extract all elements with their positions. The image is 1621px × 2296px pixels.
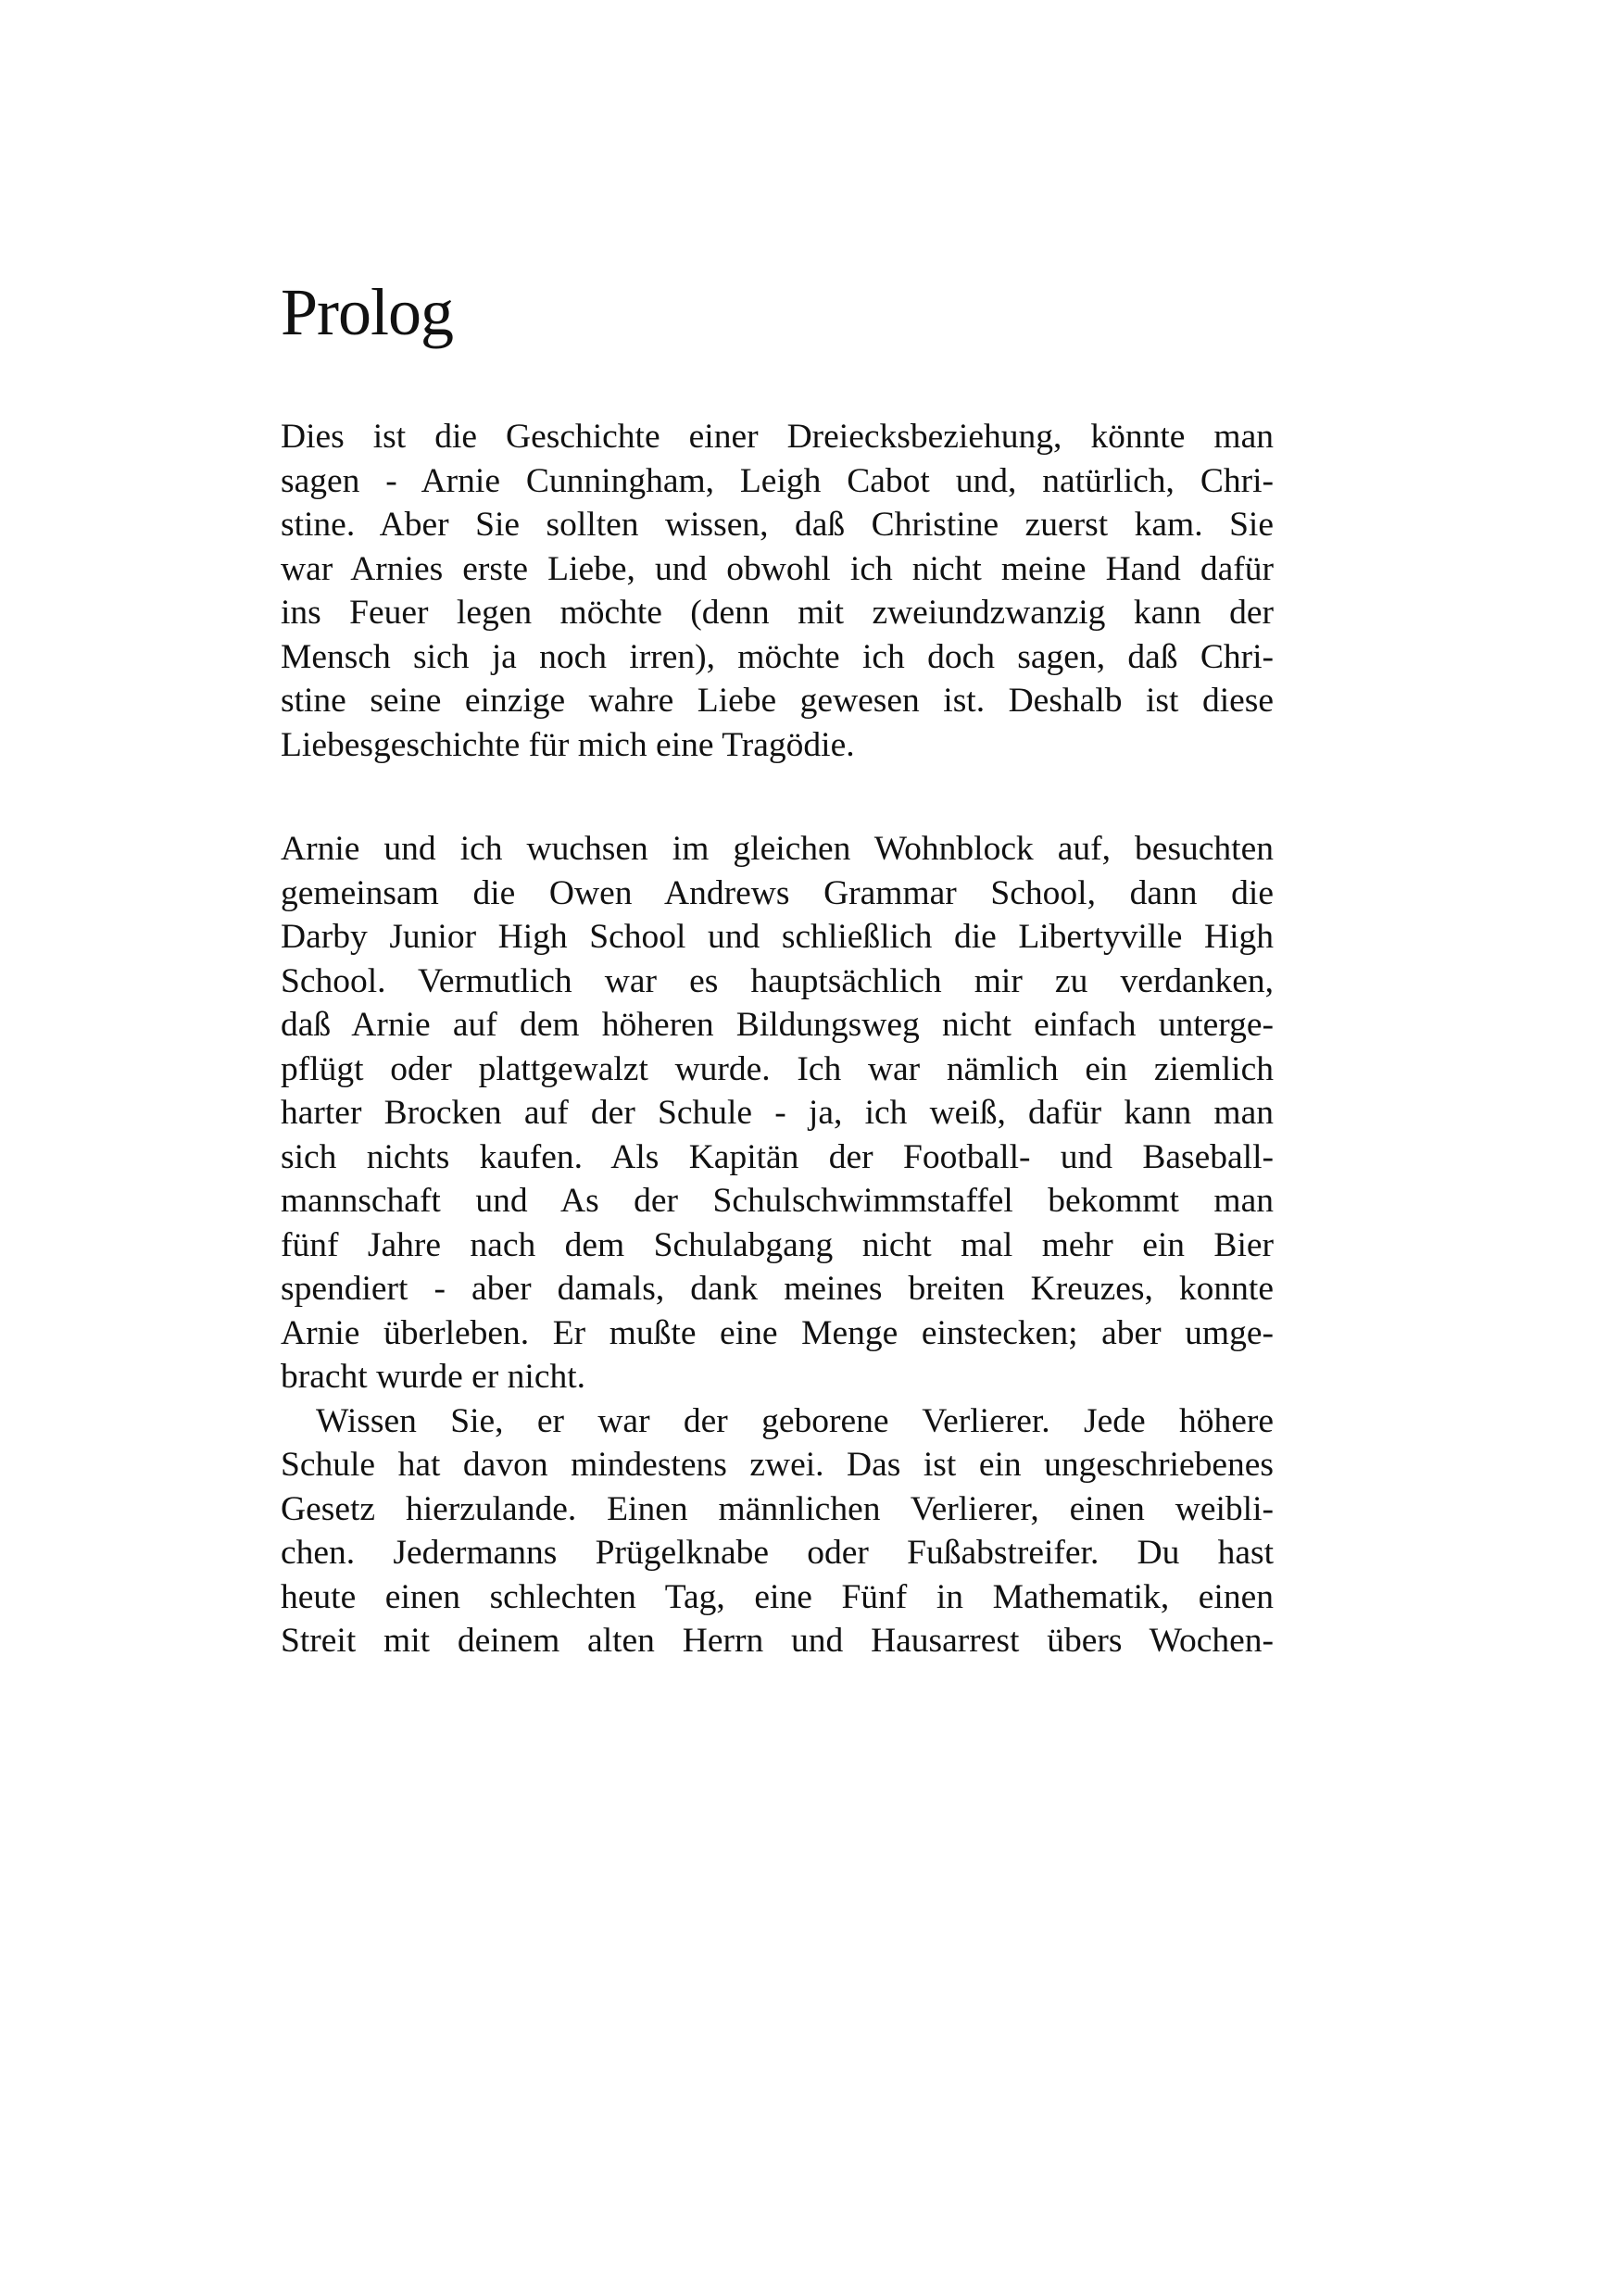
paragraph-line: heute einen schlechten Tag, eine Fünf in Mathematik, einen xyxy=(281,1577,1274,1616)
paragraph-line: fünf Jahre nach dem Schulabgang nicht mal mehr ein Bier xyxy=(281,1225,1274,1264)
chapter-title: Prolog xyxy=(281,275,454,349)
paragraph-line: gemeinsam die Owen Andrews Grammar School, dann die xyxy=(281,873,1274,912)
paragraph-line: Liebesgeschichte für mich eine Tragödie. xyxy=(281,725,855,764)
paragraph-line: stine. Aber Sie sollten wissen, daß Christine zuerst kam. Sie xyxy=(281,506,1274,544)
paragraph-line: Streit mit deinem alten Herrn und Hausarrest übers Wochen- xyxy=(281,1622,1274,1660)
paragraph-line: mannschaft und As der Schulschwimmstaffel bekommt man xyxy=(281,1182,1274,1220)
paragraph-line: Wissen Sie, er war der geborene Verlierer. Jede höhere xyxy=(316,1401,1274,1440)
paragraph-line: war Arnies erste Liebe, und obwohl ich nicht meine Hand dafür xyxy=(281,549,1274,588)
paragraph-line: School. Vermutlich war es hauptsächlich mir zu verdanken, xyxy=(281,961,1274,1000)
paragraph-line: stine seine einzige wahre Liebe gewesen ist. Deshalb ist diese xyxy=(281,682,1274,720)
paragraph-line: sagen - Arnie Cunningham, Leigh Cabot und, natürlich, Chri- xyxy=(281,461,1274,500)
paragraph-line: Schule hat davon mindestens zwei. Das ist ein ungeschriebenes xyxy=(281,1446,1274,1484)
paragraph-line: harter Brocken auf der Schule - ja, ich weiß, dafür kann man xyxy=(281,1094,1274,1132)
paragraph-line: Arnie überleben. Er mußte eine Menge einstecken; aber umge- xyxy=(281,1313,1274,1352)
paragraph-line: Arnie und ich wuchsen im gleichen Wohnblock auf, besuchten xyxy=(281,830,1274,868)
paragraph-line: spendiert - aber damals, dank meines breiten Kreuzes, konnte xyxy=(281,1270,1274,1308)
paragraph-line: bracht wurde er nicht. xyxy=(281,1358,586,1396)
paragraph-line: chen. Jedermanns Prügelknabe oder Fußabstreifer. Du hast xyxy=(281,1534,1274,1572)
paragraph-line: Gesetz hierzulande. Einen männlichen Verlierer, einen weibli- xyxy=(281,1489,1274,1528)
paragraph-line: pflügt oder plattgewalzt wurde. Ich war nämlich ein ziemlich xyxy=(281,1049,1274,1088)
paragraph-2 xyxy=(281,827,1274,1663)
paragraph-1 xyxy=(281,415,1274,767)
paragraph-line: Dies ist die Geschichte einer Dreiecksbeziehung, könnte man xyxy=(281,418,1274,456)
paragraph-line: Darby Junior High School und schließlich die Libertyville High xyxy=(281,918,1274,956)
paragraph-line: Mensch sich ja noch irren), möchte ich doch sagen, daß Chri- xyxy=(281,637,1274,676)
paragraph-line: daß Arnie auf dem höheren Bildungsweg nicht einfach unterge- xyxy=(281,1006,1274,1044)
paragraph-line: sich nichts kaufen. Als Kapitän der Football- und Baseball- xyxy=(281,1137,1274,1176)
paragraph-line: ins Feuer legen möchte (denn mit zweiundzwanzig kann der xyxy=(281,594,1274,632)
